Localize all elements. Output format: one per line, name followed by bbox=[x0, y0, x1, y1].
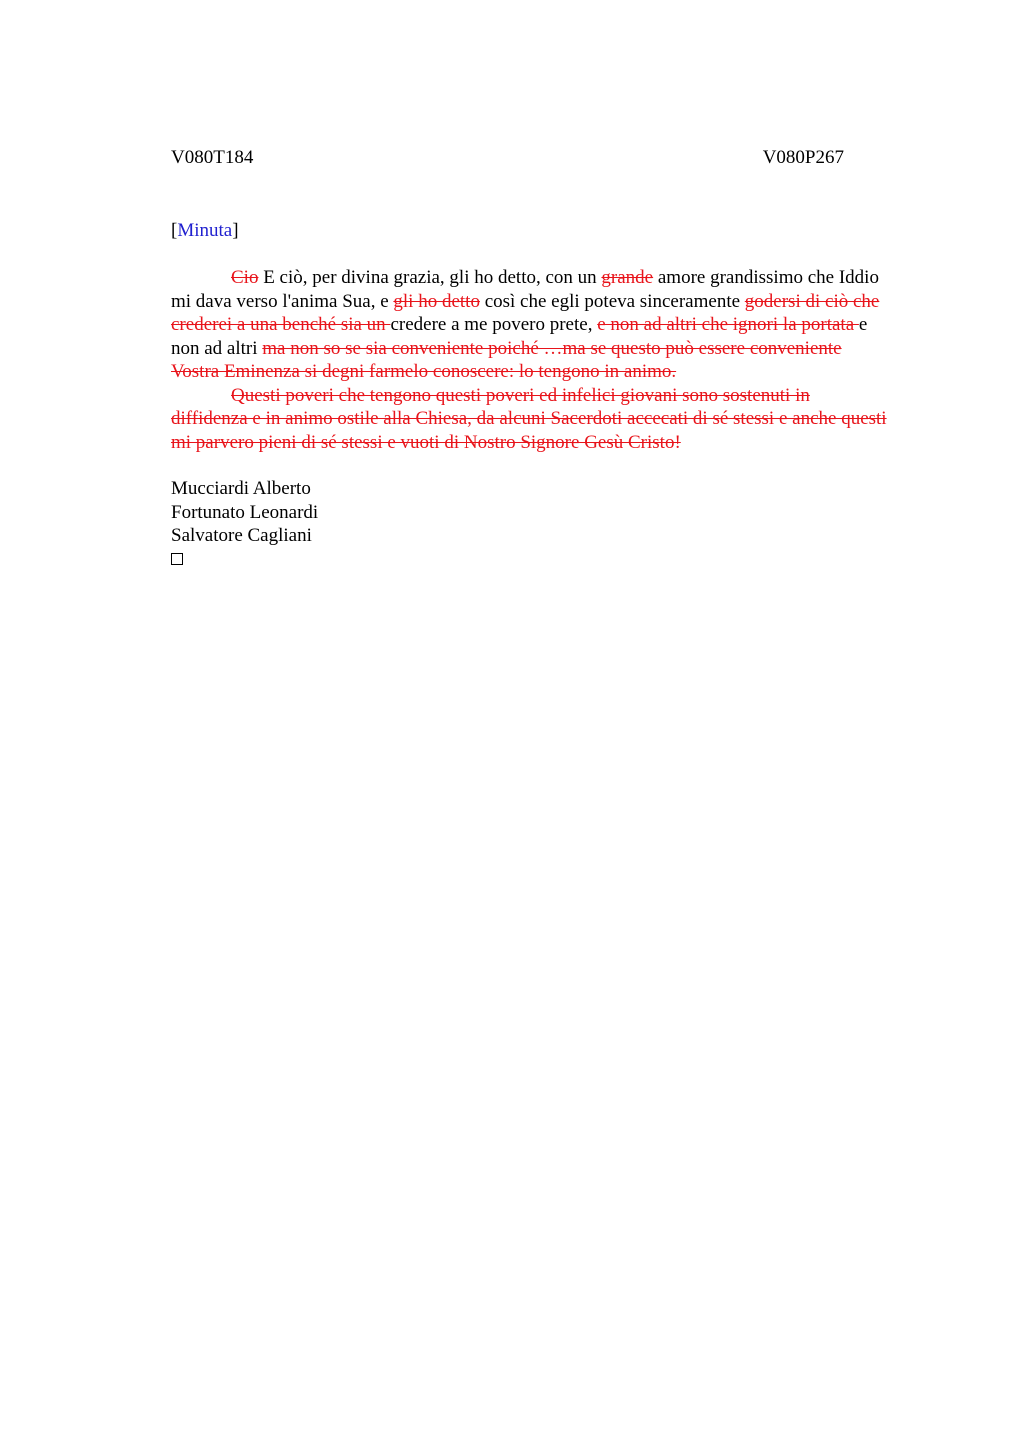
signature-list bbox=[171, 477, 891, 571]
document-code-left: V080T184 bbox=[171, 147, 254, 168]
deleted-text: godersi di ciò che crederei a una benché sia un bbox=[171, 290, 880, 335]
document-page bbox=[171, 145, 891, 571]
deleted-text: Cio bbox=[231, 267, 259, 288]
document-body bbox=[171, 266, 891, 454]
heading-open-bracket: [ bbox=[171, 220, 178, 241]
checkbox-icon bbox=[171, 553, 183, 565]
deleted-text: grande bbox=[601, 267, 654, 288]
body-text: così che egli poteva sinceramente bbox=[479, 290, 745, 312]
document-code-right: V080P267 bbox=[762, 147, 844, 168]
signature-name: Fortunato Leonardi bbox=[171, 501, 319, 523]
body-text: E ciò, per divina grazia, gli ho detto, con un bbox=[258, 267, 602, 288]
deleted-text: gli ho detto bbox=[393, 290, 480, 312]
body-text: credere a me povero prete, bbox=[390, 314, 598, 335]
body-text: e non ad altri bbox=[171, 314, 868, 359]
signature-name: Mucciardi Alberto bbox=[171, 478, 311, 499]
deleted-text: Questi poveri che tengono questi poveri ed infelici giovani sono sostenuti in diffidenza e in animo ostile alla Chiesa, da alcuni Sacerdoti accecati di sé stessi e anche questi mi parvero pieni di sé stessi e vuoti di Nostro Signore Gesù Cristo! bbox=[171, 384, 887, 453]
deleted-text: ma non so se sia conveniente poiché …ma se questo può essere conveniente Vostra Eminenza si degni farmelo conoscere: lo tengono in animo. bbox=[171, 337, 842, 382]
paragraph-2 bbox=[171, 384, 891, 455]
document-header bbox=[171, 145, 844, 171]
paragraph-1 bbox=[171, 266, 891, 384]
heading-close-bracket: ] bbox=[232, 220, 239, 241]
signature-name: Salvatore Cagliani bbox=[171, 525, 312, 546]
heading-label: Minuta bbox=[177, 220, 233, 241]
body-text: amore grandissimo che Iddio mi dava verso l'anima Sua, e bbox=[171, 267, 879, 312]
document-heading bbox=[171, 218, 891, 244]
deleted-text: e non ad altri che ignori la portata bbox=[597, 314, 859, 335]
